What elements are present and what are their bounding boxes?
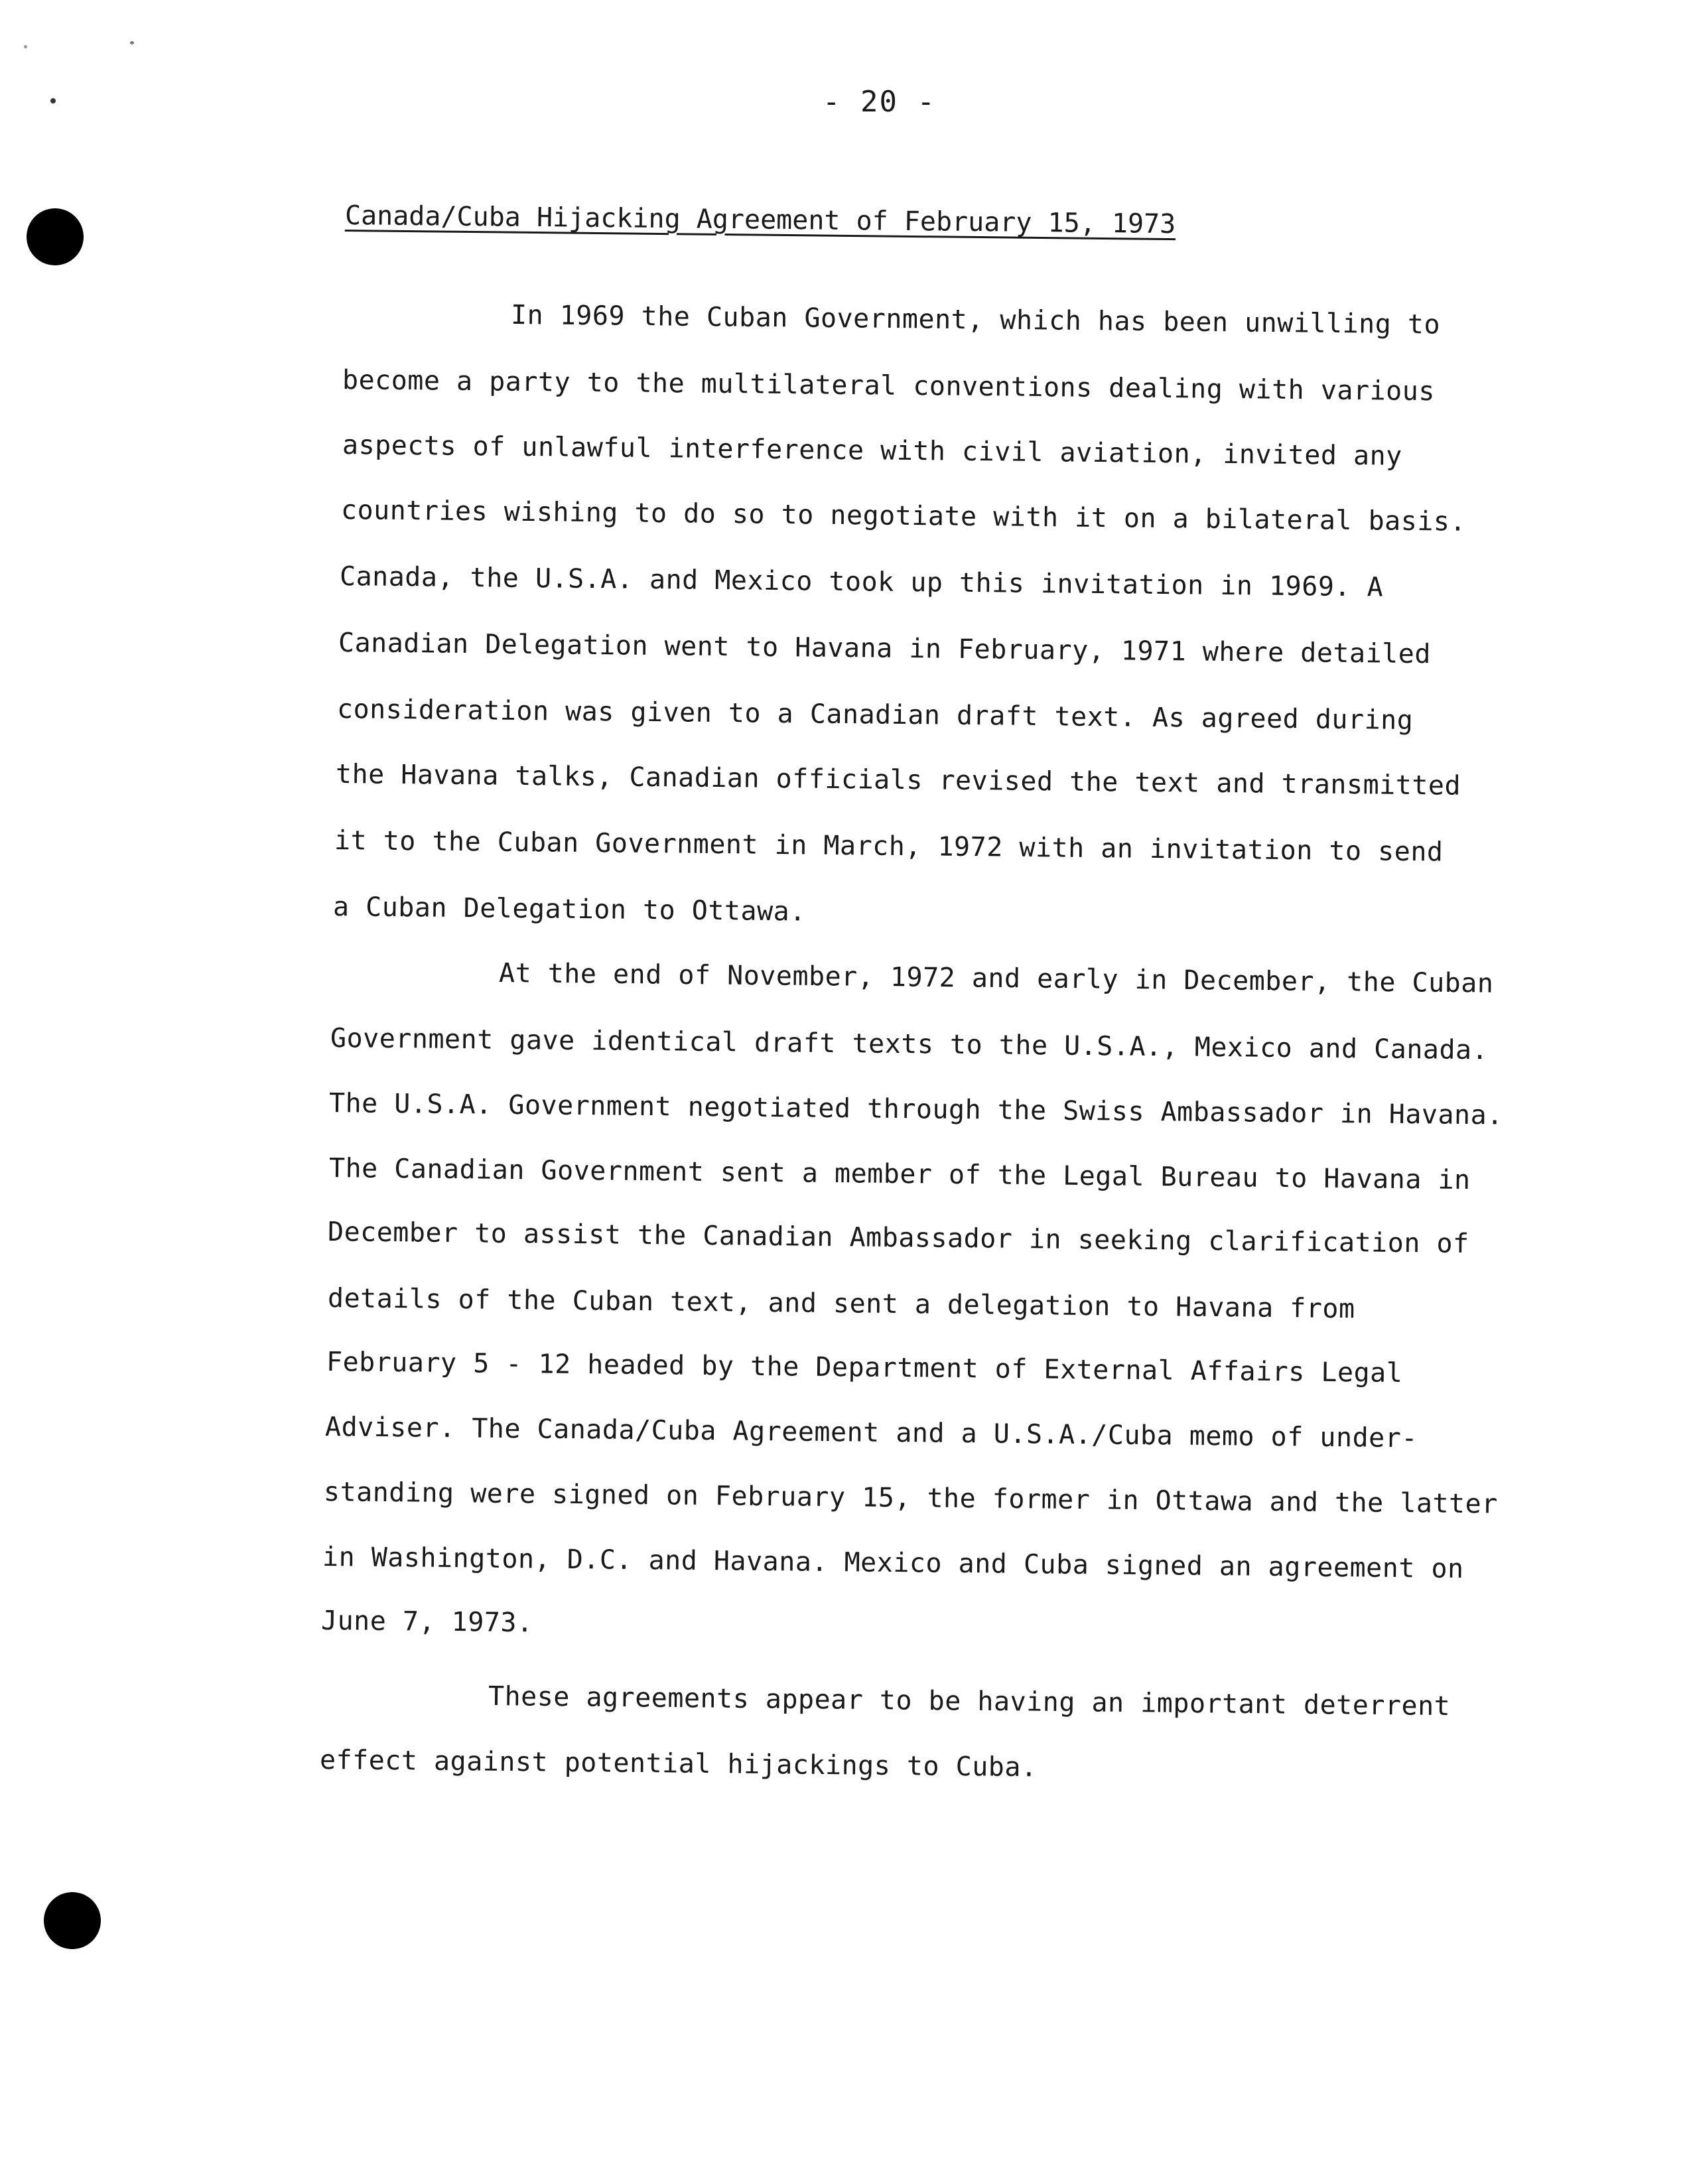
paragraph-2-line: December to assist the Canadian Ambassador in seeking clarification of [327, 1217, 1469, 1260]
punch-hole-top [27, 208, 84, 265]
paragraph-1-line: In 1969 the Cuban Government, which has been unwilling to [510, 300, 1441, 340]
paragraph-1-line: countries wishing to do so to negotiate with it on a bilateral basis. [340, 495, 1467, 537]
scan-speck [130, 41, 134, 44]
paragraph-2-line: At the end of November, 1972 and early in December, the Cuban [498, 958, 1494, 999]
paragraph-2-line: Adviser. The Canada/Cuba Agreement and a U.S.A./Cuba memo of under- [324, 1412, 1418, 1454]
document-heading: Canada/Cuba Hijacking Agreement of February 15, 1973 [344, 200, 1176, 240]
punch-hole-bottom [44, 1892, 101, 1949]
scan-speck [24, 45, 27, 48]
paragraph-2-line: details of the Cuban text, and sent a delegation to Havana from [327, 1283, 1355, 1325]
paragraph-1-line: it to the Cuban Government in March, 1972 with an invitation to send [334, 825, 1444, 868]
paragraph-2-line: June 7, 1973. [320, 1605, 533, 1639]
paragraph-1-line: Canada, the U.S.A. and Mexico took up this invitation in 1969. A [339, 561, 1384, 603]
paragraph-2-line: Government gave identical draft texts to the U.S.A., Mexico and Canada. [330, 1023, 1489, 1066]
paragraph-1-line: a Cuban Delegation to Ottawa. [332, 892, 807, 927]
paragraph-3-line: These agreements appear to be having an important deterrent [488, 1681, 1451, 1722]
paragraph-2-line: February 5 - 12 headed by the Department of External Affairs Legal [326, 1347, 1403, 1389]
paragraph-1-line: consideration was given to a Canadian draft text. As agreed during [336, 694, 1414, 736]
paragraph-2-line: The U.S.A. Government negotiated through the Swiss Ambassador in Havana. [328, 1088, 1504, 1131]
paragraph-1-line: Canadian Delegation went to Havana in February, 1971 where detailed [338, 628, 1432, 670]
paragraph-3-line: effect against potential hijackings to Cuba. [319, 1745, 1038, 1783]
paragraph-1-line: aspects of unlawful interference with civil aviation, invited any [342, 430, 1402, 472]
paragraph-2-line: in Washington, D.C. and Havana. Mexico and Cuba signed an agreement on [322, 1542, 1464, 1585]
paragraph-2-line: The Canadian Government sent a member of the Legal Bureau to Havana in [328, 1153, 1471, 1196]
paragraph-1-line: the Havana talks, Canadian officials revised the text and transmitted [335, 759, 1461, 801]
page-number: - 20 - [823, 85, 936, 119]
scan-speck [50, 98, 56, 103]
paragraph-1-line: become a party to the multilateral conventions dealing with various [342, 365, 1436, 407]
paragraph-2-line: standing were signed on February 15, the former in Ottawa and the latter [323, 1477, 1499, 1520]
